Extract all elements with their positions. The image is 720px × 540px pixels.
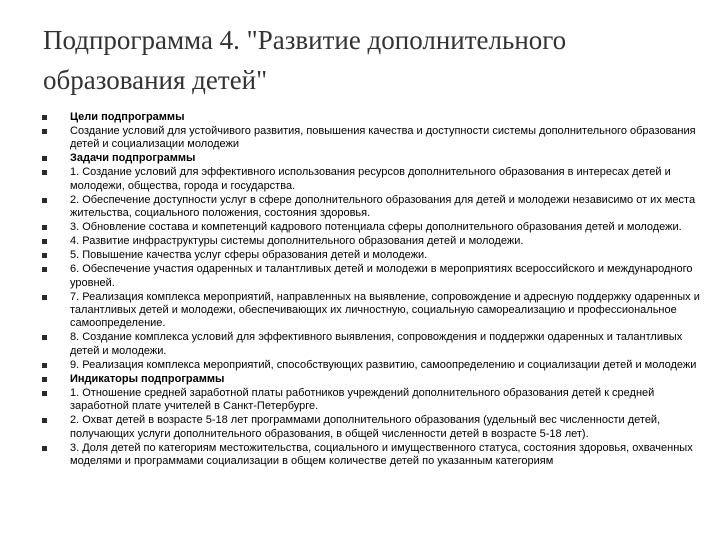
bullet-text: 7. Реализация комплекса мероприятий, направленных на выявление, сопровождение и адресную поддержку одаренных и талантливых детей и молодежи, обеспечивающих их личностную, социальную самореализацию и профессиональное самоопределение. xyxy=(70,290,700,330)
list-item xyxy=(40,359,705,372)
section-heading: Цели подпрограммы xyxy=(70,111,185,123)
list-item xyxy=(40,111,705,124)
list-item xyxy=(40,152,705,165)
square-bullet-icon xyxy=(42,225,47,230)
square-bullet-icon xyxy=(42,198,47,203)
list-item xyxy=(40,331,705,358)
square-bullet-icon xyxy=(42,239,47,244)
list-item xyxy=(40,373,705,386)
square-bullet-icon xyxy=(42,418,47,423)
bullet-text: 1. Создание условий для эффективного использования ресурсов дополнительного образования в интересах детей и молодежи, общества, города и государства. xyxy=(70,166,671,192)
square-bullet-icon xyxy=(42,170,47,175)
square-bullet-icon xyxy=(42,363,47,368)
square-bullet-icon xyxy=(42,267,47,272)
square-bullet-icon xyxy=(42,156,47,161)
bullet-text: 9. Реализация комплекса мероприятий, способствующих развитию, самоопределению и социализации детей и молодежи xyxy=(70,358,697,371)
bullet-text: 3. Доля детей по категориям местожительства, социального и имущественного статуса, состояния здоровья, охваченных моделями и программами социализации в общем количестве детей по указанным категориям xyxy=(70,441,693,468)
square-bullet-icon xyxy=(42,446,47,451)
list-item xyxy=(40,221,705,234)
list-item xyxy=(40,263,705,290)
square-bullet-icon xyxy=(42,115,47,120)
square-bullet-icon xyxy=(42,253,47,258)
square-bullet-icon xyxy=(42,295,47,300)
bullet-text: 8. Создание комплекса условий для эффективного выявления, сопровождения и поддержки одаренных и талантливых детей и молодежи. xyxy=(70,331,683,357)
list-item xyxy=(40,414,705,441)
bullet-text: 4. Развитие инфраструктуры системы дополнительного образования детей и молодежи. xyxy=(70,235,524,248)
list-item xyxy=(40,235,705,248)
list-item xyxy=(40,291,705,331)
bullet-text: 3. Обновление состава и компетенций кадрового потенциала сферы дополнительного образования детей и молодежи. xyxy=(70,221,682,234)
bullet-text: Создание условий для устойчивого развития, повышения качества и доступности системы дополнительного образования детей и социализации молодежи xyxy=(70,125,696,151)
list-item xyxy=(40,249,705,262)
bullet-list xyxy=(40,111,705,469)
list-item xyxy=(40,166,705,193)
list-item xyxy=(40,442,705,469)
section-heading: Индикаторы подпрограммы xyxy=(70,372,225,385)
bullet-text: 1. Отношение средней заработной платы работников учреждений дополнительного образования детей к средней заработной плате учителей в Санкт-Петербурге. xyxy=(70,386,655,413)
square-bullet-icon xyxy=(42,129,47,134)
slide-title: Подпрограмма 4. "Развитие дополнительного образования детей" xyxy=(43,25,567,95)
bullet-text: 2. Охват детей в возрасте 5-18 лет программами дополнительного образования (удельный вес численности детей, получающих услуги дополнительного образования, в общей численности детей в возрасте 5-18 лет). xyxy=(70,414,661,440)
list-item xyxy=(40,125,705,152)
square-bullet-icon xyxy=(42,335,47,340)
square-bullet-icon xyxy=(42,391,47,396)
list-item xyxy=(40,387,705,414)
bullet-text: 2. Обеспечение доступности услуг в сфере дополнительного образования для детей и молодежи независимо от их места жительства, социального положения, состояния здоровья. xyxy=(70,193,696,220)
section-heading: Задачи подпрограммы xyxy=(70,152,196,165)
bullet-text: 6. Обеспечение участия одаренных и талантливых детей и молодежи в мероприятиях всероссийского и международного уровней. xyxy=(70,263,693,289)
square-bullet-icon xyxy=(42,377,47,382)
list-item xyxy=(40,194,705,221)
bullet-text: 5. Повышение качества услуг сферы образования детей и молодежи. xyxy=(70,249,428,262)
